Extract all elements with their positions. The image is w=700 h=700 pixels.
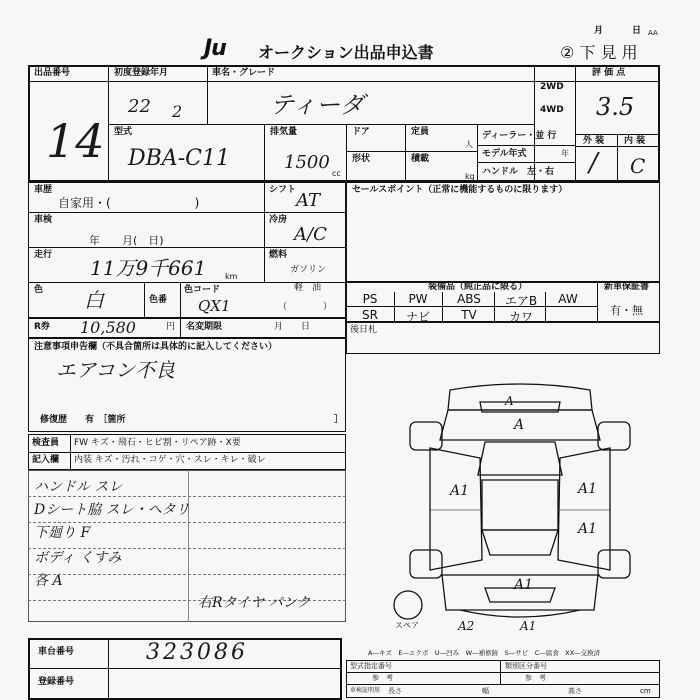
km-unit: km [225,272,238,281]
usage-label: 車歴 [34,185,53,195]
dmg-hood: A [505,394,514,408]
inspector-label: 検査員 [32,438,60,448]
fuel-label: 燃料 [269,250,288,260]
selling-points-block [346,182,660,282]
repair-history-close: ］ [334,415,344,425]
two-wd-label: 2WD [540,82,564,92]
equip-tv: TV [461,308,477,322]
dmg-roof: A [514,417,525,433]
equipment-label: 装備品（純正品に限る） [428,282,528,292]
dmg-rear: A1 [514,577,534,593]
color-value: 白 [84,288,104,312]
usage-value: 自家用・( ) [58,196,200,210]
car-name-label: 車名・グレード [212,68,276,78]
remark-1: ハンドル スレ [34,479,123,495]
displacement-label: 排気量 [270,127,298,137]
recorder-label: 記入欄 [32,455,60,465]
cm-unit: cm [640,687,651,695]
name-change-value: 月 日 [274,322,311,332]
form-title: オークション出品申込書 [258,43,434,62]
copy-type: ② 下 見 用 [560,43,638,62]
equip-airbag: エアB [504,294,538,308]
exterior-value: / [589,148,598,178]
reg-year: 22 [128,96,151,117]
handle-label: ハンドル 左・右 [482,167,555,177]
equip-abs: ABS [457,292,481,306]
cert-label: 車検証明用 [350,687,381,694]
model-label: 型式 [114,127,133,137]
ac-label: 冷房 [269,215,288,225]
capacity-label: 定員 [411,127,430,137]
damage-legend: A—キズ E—エクボ U—凹み W—補修跡 S—サビ C—腐食 XX—交換済 [368,649,601,657]
remark-2: Dシート脇 スレ・ヘタリ [34,502,190,518]
year-unit: 年 [561,149,569,158]
header-day: 日 [632,26,642,36]
equip-sr: SR [362,308,378,322]
lot-no-label: 出品番号 [34,68,71,78]
recycle-label: R券 [34,322,50,332]
load-label: 積載 [411,154,430,164]
reg-no-label: 登録番号 [38,677,75,687]
dmg-right-2: A1 [578,521,598,537]
dmg-right-1: A1 [578,481,598,497]
warranty-label: 新車保証書 [604,282,650,292]
height-label: 高さ [568,687,582,695]
fw-row: FW キズ・飛石・ヒビ割・リペア跡・X要 [74,438,241,448]
exterior-label: 外 装 [583,136,605,146]
ref-label-1: 参 考 [372,674,393,682]
door-label: ドア [352,127,370,137]
lot-number: 14 [46,114,105,168]
fuel-other: （ ） [278,302,333,312]
mileage-value: 11万9千661 [90,256,207,280]
shift-label: シフト [269,185,297,195]
chassis-value: 323086 [146,640,248,665]
color-no-label: 色番 [149,295,168,305]
remark-5: 各 A [34,573,63,589]
notes-header: 注意事項申告欄（不具合箇所は具体的に記入してください） [34,342,278,352]
dmg-bottom-1: A2 [458,619,475,633]
interior-row: 内装 キズ・汚れ・コゲ・穴・スレ・キレ・破レ [74,455,266,465]
score-value: 3.5 [596,93,635,121]
inspection-label: 車検 [34,215,53,225]
color-code-value: QX1 [198,297,231,315]
ac-value: A/C [294,224,327,245]
remark-3: 下廻り F [34,525,91,541]
mileage-label: 走行 [34,250,53,260]
car-name-value: ティーダ [270,91,365,119]
dealer-label: ディーラー・並 行 [482,131,557,141]
selling-points-label: セールスポイント（正常に機能するものに限ります） [352,185,568,195]
cc-unit: cc [332,169,341,178]
interior-label: 内 装 [624,136,646,146]
header-month: 月 [594,26,604,36]
chassis-label: 車台番号 [38,647,75,657]
recycle-value: 10,580 [80,318,136,337]
model-value: DBA-C11 [128,146,230,171]
color-label: 色 [34,285,44,295]
score-label: 評 価 点 [592,68,626,78]
yen-unit: 円 [166,322,176,332]
equip-ps: PS [362,292,378,306]
after-day-block [346,322,660,354]
name-change-label: 名変期限 [186,322,223,332]
dmg-bottom-2: A1 [520,619,537,633]
repair-history-label: 修復歴 有 ［箇所 [40,415,126,425]
type-no-label: 型式指定番号 [350,662,392,670]
fuel-diesel: 軽 油 [294,283,322,293]
fuel-gasoline: ガソリン [290,265,327,275]
person-unit: 人 [465,140,473,149]
dmg-left: A1 [450,483,470,499]
remark-4: ボディ くすみ [34,550,122,566]
ref-label-2: 参 考 [525,674,546,682]
displacement-value: 1500 [284,152,330,173]
class-no-label: 類別区分番号 [505,662,547,670]
reg-month: 2 [172,102,183,121]
notes-value: エアコン不良 [56,358,175,382]
equip-pw: PW [408,292,428,306]
equip-navi: ナビ [405,310,430,324]
after-day-label: 後日札 [350,325,378,335]
four-wd-label: 4WD [540,105,564,115]
spare-label: スペア [395,621,419,630]
color-code-label: 色コード [184,285,221,295]
inspection-value: 年 月( 日) [78,234,164,247]
equip-aw: AW [558,292,578,306]
interior-value: C [630,154,646,178]
warranty-value: 有・無 [610,304,643,317]
remark-6: 右Rタイヤ パンク [198,595,311,611]
length-label: 長さ [388,687,402,695]
shape-label: 形状 [352,154,371,164]
header-aa: AA [648,29,658,37]
width-label: 幅 [482,687,489,695]
kg-unit: kg [465,172,475,181]
equip-leather: カワ [508,310,533,324]
first-reg-label: 初度登録年月 [114,68,169,78]
model-year-label: モデル年式 [482,149,527,159]
ju-logo: Ju [204,36,226,61]
shift-value: AT [296,190,321,211]
